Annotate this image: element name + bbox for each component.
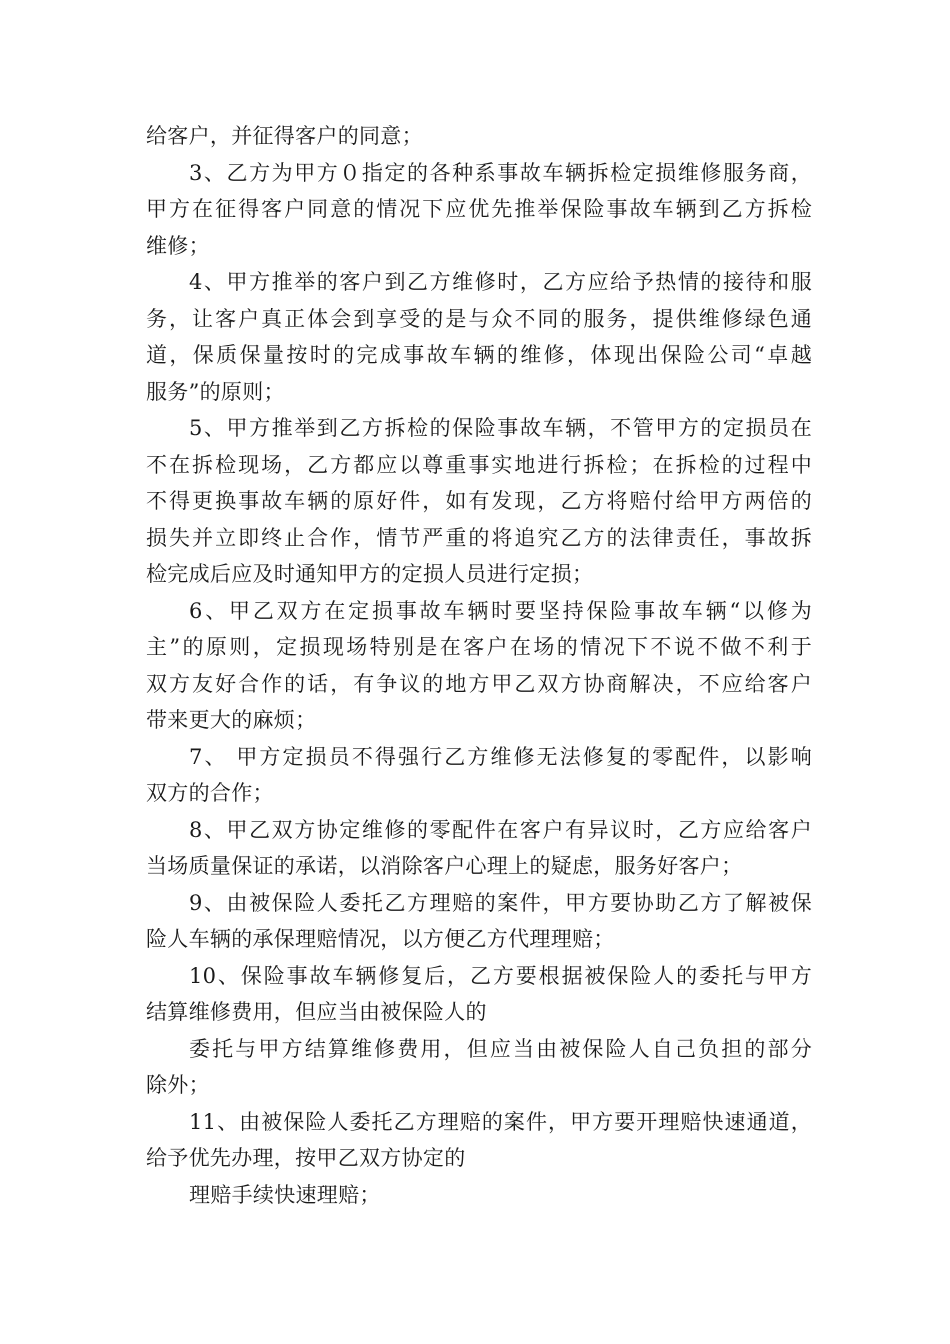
text-line: 11、由被保险人委托乙方理赔的案件，甲方要开理赔快速通道， (189, 1109, 812, 1134)
text-line: 当场质量保证的承诺，以消除客户心理上的疑虑，服务好客户； (146, 854, 743, 878)
text-line: 维修； (146, 233, 210, 258)
text-line: 带来更大的麻烦； (146, 708, 317, 732)
text-line: 道，保质保量按时的完成事故车辆的维修，体现出保险公司“卓越 (146, 343, 812, 367)
text-line: 双方友好合作的话，有争议的地方甲乙双方协商解决，不应给客户 (146, 671, 812, 696)
text-line: 务，让客户真正体会到享受的是与众不同的服务，提供维修绿色通 (146, 306, 812, 331)
text-line: 甲方在征得客户同意的情况下应优先推举保险事故车辆到乙方拆检 (146, 197, 812, 221)
text-line: 主”的原则，定损现场特别是在客户在场的情况下不说不做不利于 (146, 635, 812, 659)
text-line: 8、甲乙双方协定维修的零配件在客户有异议时，乙方应给客户 (189, 817, 812, 842)
text-line: 损失并立即终止合作，情节严重的将追究乙方的法律责任，事故拆 (146, 525, 812, 550)
text-line: 不在拆检现场，乙方都应以尊重事实地进行拆检；在拆检的过程中 (146, 452, 812, 477)
text-line: 7、 甲方定损员不得强行乙方维修无法修复的零配件，以影响 (189, 744, 812, 769)
text-line: 9、由被保险人委托乙方理赔的案件，甲方要协助乙方了解被保 (189, 890, 812, 915)
text-line: 5、甲方推举到乙方拆检的保险事故车辆，不管甲方的定损员在 (189, 416, 812, 440)
document-body (146, 118, 812, 1213)
text-line: 10、保险事故车辆修复后，乙方要根据被保险人的委托与甲方 (189, 963, 812, 988)
text-line: 检完成后应及时通知甲方的定损人员进行定损； (146, 562, 594, 586)
text-line: 险人车辆的承保理赔情况，以方便乙方代理理赔； (146, 927, 615, 951)
text-line: 委托与甲方结算维修费用，但应当由被保险人自己负担的部分 (189, 1036, 812, 1061)
text-line: 理赔手续快速理赔； (189, 1182, 381, 1207)
text-line: 给予优先办理，按甲乙双方协定的 (146, 1146, 466, 1170)
text-line: 除外； (146, 1073, 210, 1097)
text-line: 给客户，并征得客户的同意； (146, 124, 423, 148)
text-line: 双方的合作； (146, 781, 274, 805)
text-line: 服务”的原则； (146, 379, 285, 404)
text-line: 4、甲方推举的客户到乙方维修时，乙方应给予热情的接待和服 (189, 270, 812, 294)
text-line: 6、甲乙双方在定损事故车辆时要坚持保险事故车辆“以修为 (189, 598, 812, 623)
text-line: 不得更换事故车辆的原好件，如有发现，乙方将赔付给甲方两倍的 (146, 489, 812, 513)
text-line: 结算维修费用，但应当由被保险人的 (146, 1000, 487, 1024)
text-line: 3、乙方为甲方０指定的各种系事故车辆拆检定损维修服务商， (189, 160, 812, 185)
